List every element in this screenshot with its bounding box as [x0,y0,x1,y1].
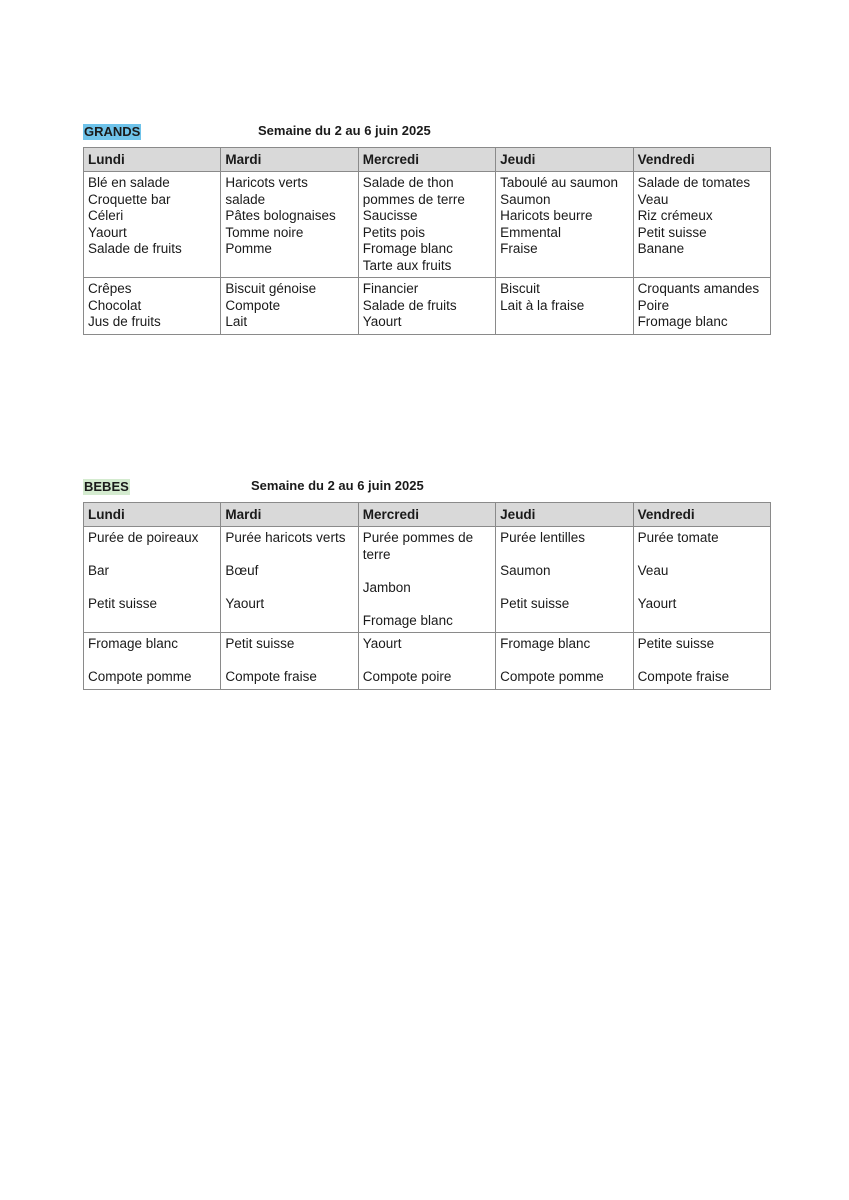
grands-day-header-row [84,148,771,172]
menu-item: Yaourt [637,596,677,611]
menu-item: Yaourt [362,636,402,651]
menu-item: Chocolat [88,297,142,313]
bebes-section [83,477,771,690]
menu-item: Lait [225,314,248,329]
snack-cell [84,278,221,335]
menu-item: Compote [225,297,281,313]
grands-section [83,122,771,335]
snack-cell [496,278,633,335]
menu-item: Saumon [500,563,551,578]
menu-item: Haricots beurre [500,208,593,223]
bebes-week-title: Semaine du 2 au 6 juin 2025 [251,478,424,493]
menu-item: Saucisse [362,208,418,223]
bebes-label: BEBES [84,479,129,494]
day-header: Mercredi [358,503,495,527]
menu-item: Croquette bar [88,191,171,207]
menu-item: Saumon [500,191,551,207]
snack-cell [358,633,495,690]
menu-item: salade [225,191,266,207]
snack-cell [633,633,770,690]
grands-menu-table [83,147,771,335]
menu-item: Biscuit génoise [225,281,317,296]
bebes-day-header-row [84,503,771,527]
meal-cell [358,527,495,633]
menu-item: Riz crémeux [637,208,713,223]
menu-item: Haricots verts [225,175,308,190]
menu-item: Fromage blanc [362,241,453,256]
grands-meal-row [84,172,771,278]
meal-cell [358,172,495,278]
menu-item: Céleri [88,208,124,223]
menu-item: Jus de fruits [88,314,161,329]
meal-cell [633,172,770,278]
menu-item: Compote poire [362,669,452,684]
menu-item: Biscuit [500,281,540,296]
menu-item: Purée haricots verts [225,530,346,545]
day-header: Lundi [84,503,221,527]
menu-item: Financier [362,281,419,296]
bebes-meal-row [84,527,771,633]
menu-item: Petit suisse [88,596,158,611]
menu-item: Veau [637,191,669,207]
menu-item: Lait à la fraise [500,297,585,313]
menu-item: Banane [637,241,685,256]
grands-header [83,122,771,147]
menu-item: Taboulé au saumon [500,175,619,190]
meal-cell [221,172,358,278]
menu-item: Petite suisse [637,636,715,651]
snack-cell [221,633,358,690]
grands-week-title: Semaine du 2 au 6 juin 2025 [258,123,431,138]
snack-cell [358,278,495,335]
menu-item: Pomme [225,241,272,256]
menu-item: Jambon [362,579,411,595]
menu-item: Petit suisse [500,596,570,611]
menu-item: Petit suisse [637,224,707,240]
menu-item: Salade de tomates [637,175,751,190]
meal-cell [84,527,221,633]
menu-item: Veau [637,563,669,578]
day-header: Jeudi [496,503,633,527]
menu-item: Purée de poireaux [88,530,199,545]
day-header: Lundi [84,148,221,172]
grands-label: GRANDS [84,124,141,139]
bebes-snack-row [84,633,771,690]
menu-item: Yaourt [225,596,265,611]
menu-item: Salade de fruits [88,241,182,256]
meal-cell [84,172,221,278]
menu-item: Crêpes [88,281,132,296]
menu-item: pommes de terre [362,191,465,207]
menu-item: Poire [637,297,670,313]
menu-item: Yaourt [362,314,402,329]
menu-item: Purée tomate [637,530,719,545]
day-header: Mardi [221,148,358,172]
day-header: Jeudi [496,148,633,172]
meal-cell [633,527,770,633]
menu-item: Salade de thon [362,175,454,190]
meal-cell [221,527,358,633]
grands-snack-row [84,278,771,335]
menu-item: Compote pomme [500,669,604,684]
menu-item: Petits pois [362,224,426,240]
snack-cell [496,633,633,690]
menu-item: Tomme noire [225,224,304,240]
bebes-menu-table [83,502,771,690]
meal-cell [496,527,633,633]
menu-item: Fraise [500,241,538,256]
menu-item: Fromage blanc [637,314,728,329]
menu-item: Yaourt [88,224,127,240]
menu-item: Compote pomme [88,669,192,684]
menu-item: Petit suisse [225,636,295,651]
menu-item: Bar [88,563,110,578]
meal-cell [496,172,633,278]
snack-cell [84,633,221,690]
menu-item: Compote fraise [225,669,317,684]
menu-item: Blé en salade [88,175,170,190]
menu-item: Purée lentilles [500,530,585,545]
menu-item: Fromage blanc [362,612,453,628]
day-header: Mercredi [358,148,495,172]
menu-item: Fromage blanc [500,636,591,651]
menu-item: Emmental [500,224,561,240]
menu-item: Compote fraise [637,669,730,684]
menu-item: Croquants amandes [637,281,760,296]
menu-item: Tarte aux fruits [362,257,452,273]
menu-item: Pâtes bolognaises [225,208,336,223]
menu-item: Salade de fruits [362,297,457,313]
menu-item: Bœuf [225,563,259,578]
snack-cell [221,278,358,335]
snack-cell [633,278,770,335]
menu-item: Purée pommes de terre [362,530,474,562]
day-header: Vendredi [633,148,770,172]
bebes-header [83,477,771,502]
day-header: Vendredi [633,503,770,527]
menu-item: Fromage blanc [88,636,179,651]
day-header: Mardi [221,503,358,527]
